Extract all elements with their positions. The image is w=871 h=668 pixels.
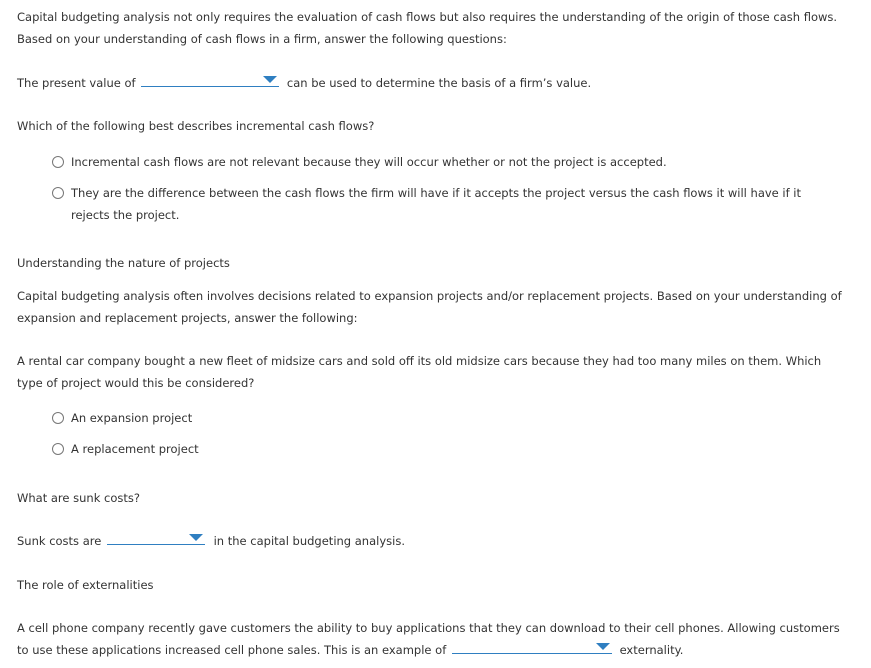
chevron-down-icon: [189, 534, 203, 541]
sunk-costs-dropdown[interactable]: [107, 530, 205, 545]
question-present-value: [17, 72, 591, 94]
section-projects-intro: Capital budgeting analysis often involves decisions related to expansion projects and/or replacement projects. Based on your understanding of expansion and replacement projects, answer the following:: [17, 289, 842, 325]
incremental-option-2[interactable]: [52, 182, 831, 226]
project-option-expansion[interactable]: [52, 407, 831, 429]
radio-button-icon[interactable]: [52, 443, 64, 455]
chevron-down-icon: [263, 76, 277, 83]
externalities-heading: The role of externalities: [17, 578, 154, 592]
question-externality-before: A cell phone company recently gave customers the ability to buy applications that they can download to their cell phones. Allowing customers to use these applications increased cell phone sales. This is an example of: [17, 621, 840, 657]
project-option-replacement-label: A replacement project: [71, 442, 199, 456]
question-incremental: Which of the following best describes incremental cash flows?: [17, 119, 375, 133]
project-option-expansion-label: An expansion project: [71, 411, 193, 425]
radio-button-icon[interactable]: [52, 156, 64, 168]
question-sunk-costs-after: in the capital budgeting analysis.: [213, 534, 405, 548]
chevron-down-icon: [596, 643, 610, 650]
incremental-option-2-label: They are the difference between the cash flows the firm will have if it accepts the project versus the cash flows it will have if it rejects the project.: [71, 186, 802, 222]
question-externality: [17, 617, 847, 661]
incremental-option-1-label: Incremental cash flows are not relevant because they will occur whether or not the project is accepted.: [71, 155, 667, 169]
question-present-value-before: The present value of: [17, 76, 136, 90]
intro-text: Capital budgeting analysis not only requires the evaluation of cash flows but also requires the understanding of the origin of those cash flows. Based on your understanding of cash flows in a firm, answer the following questions:: [17, 10, 838, 46]
project-option-replacement[interactable]: [52, 438, 831, 460]
section-projects-heading: Understanding the nature of projects: [17, 256, 230, 270]
question-rental-car: A rental car company bought a new fleet of midsize cars and sold off its old midsize cars because they had too many miles on them. Which type of project would this be considered?: [17, 354, 822, 390]
question-sunk-costs-before: Sunk costs are: [17, 534, 102, 548]
incremental-option-1[interactable]: [52, 151, 831, 173]
externality-dropdown[interactable]: [452, 639, 612, 654]
sunk-costs-heading: What are sunk costs?: [17, 491, 140, 505]
question-sunk-costs: [17, 530, 405, 552]
question-present-value-after: can be used to determine the basis of a firm’s value.: [286, 76, 592, 90]
question-externality-after: externality.: [619, 643, 684, 657]
radio-button-icon[interactable]: [52, 187, 64, 199]
radio-button-icon[interactable]: [52, 412, 64, 424]
present-value-dropdown[interactable]: [141, 72, 279, 87]
